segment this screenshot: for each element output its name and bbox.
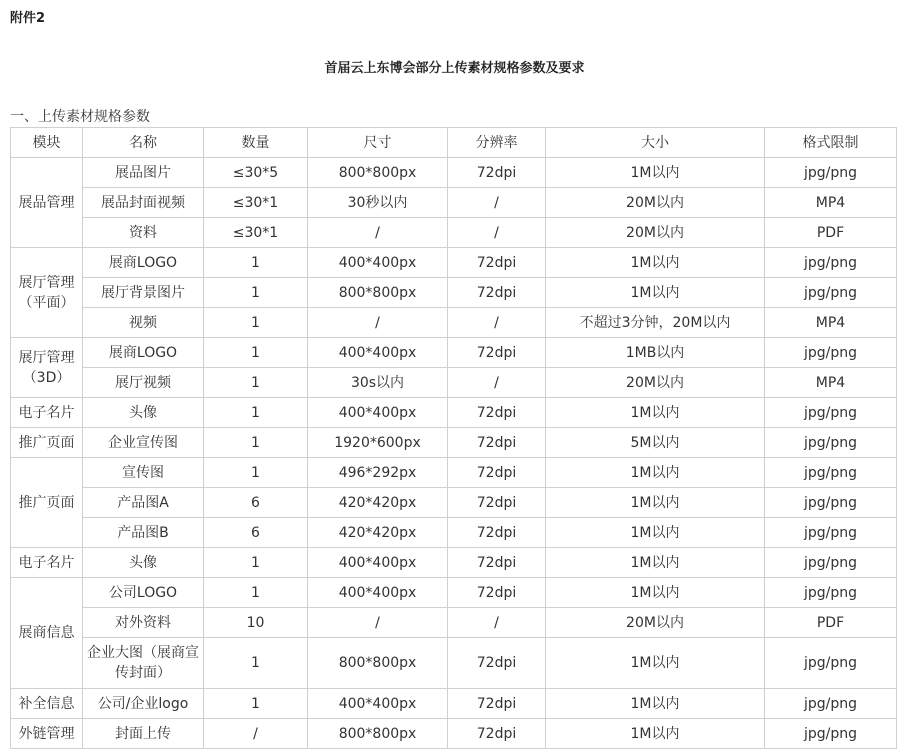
cell-size: 800*800px xyxy=(308,158,448,188)
cell-quantity: 1 xyxy=(204,689,308,719)
cell-format: jpg/png xyxy=(765,158,897,188)
cell-quantity: 6 xyxy=(204,488,308,518)
cell-format: jpg/png xyxy=(765,578,897,608)
cell-size: 800*800px xyxy=(308,719,448,749)
cell-format: jpg/png xyxy=(765,638,897,689)
cell-format: jpg/png xyxy=(765,248,897,278)
cell-resolution: 72dpi xyxy=(448,689,546,719)
cell-size: / xyxy=(308,308,448,338)
cell-size: 400*400px xyxy=(308,248,448,278)
cell-module: 推广页面 xyxy=(11,458,83,548)
cell-module: 展品管理 xyxy=(11,158,83,248)
cell-format: PDF xyxy=(765,218,897,248)
cell-name: 展商LOGO xyxy=(83,248,204,278)
table-row xyxy=(11,248,897,278)
table-row xyxy=(11,158,897,188)
cell-name: 展厅视频 xyxy=(83,368,204,398)
cell-name: 企业大图（展商宣传封面） xyxy=(83,638,204,689)
cell-size: 400*400px xyxy=(308,548,448,578)
cell-quantity: 10 xyxy=(204,608,308,638)
cell-quantity: 1 xyxy=(204,458,308,488)
cell-module: 展商信息 xyxy=(11,578,83,689)
cell-quantity: ≤30*1 xyxy=(204,188,308,218)
cell-filesize: 1M以内 xyxy=(546,719,765,749)
cell-filesize: 20M以内 xyxy=(546,608,765,638)
table-row xyxy=(11,548,897,578)
cell-format: jpg/png xyxy=(765,398,897,428)
cell-size: / xyxy=(308,608,448,638)
table-row xyxy=(11,308,897,338)
cell-module: 电子名片 xyxy=(11,398,83,428)
cell-filesize: 1M以内 xyxy=(546,398,765,428)
cell-resolution: 72dpi xyxy=(448,458,546,488)
cell-quantity: 1 xyxy=(204,338,308,368)
cell-name: 展商LOGO xyxy=(83,338,204,368)
cell-size: 400*400px xyxy=(308,398,448,428)
cell-filesize: 1MB以内 xyxy=(546,338,765,368)
table-row xyxy=(11,278,897,308)
cell-name: 企业宣传图 xyxy=(83,428,204,458)
cell-name: 宣传图 xyxy=(83,458,204,488)
cell-filesize: 1M以内 xyxy=(546,578,765,608)
cell-size: 400*400px xyxy=(308,338,448,368)
cell-module: 展厅管理（平面） xyxy=(11,248,83,338)
cell-module: 补全信息 xyxy=(11,689,83,719)
table-row xyxy=(11,689,897,719)
cell-filesize: 20M以内 xyxy=(546,368,765,398)
cell-resolution: 72dpi xyxy=(448,578,546,608)
attachment-label: 附件2 xyxy=(10,11,46,26)
header-module: 模块 xyxy=(11,128,83,158)
cell-module: 推广页面 xyxy=(11,428,83,458)
cell-quantity: ≤30*1 xyxy=(204,218,308,248)
cell-resolution: / xyxy=(448,218,546,248)
cell-format: jpg/png xyxy=(765,488,897,518)
cell-name: 封面上传 xyxy=(83,719,204,749)
cell-resolution: 72dpi xyxy=(448,518,546,548)
header-filesize: 大小 xyxy=(546,128,765,158)
cell-quantity: 1 xyxy=(204,428,308,458)
cell-module: 外链管理 xyxy=(11,719,83,749)
cell-name: 产品图A xyxy=(83,488,204,518)
cell-resolution: 72dpi xyxy=(448,338,546,368)
cell-size: 420*420px xyxy=(308,488,448,518)
cell-filesize: 1M以内 xyxy=(546,548,765,578)
cell-resolution: / xyxy=(448,368,546,398)
cell-resolution: / xyxy=(448,308,546,338)
cell-filesize: 1M以内 xyxy=(546,278,765,308)
cell-size: / xyxy=(308,218,448,248)
table-row xyxy=(11,428,897,458)
table-row xyxy=(11,578,897,608)
cell-module: 展厅管理（3D） xyxy=(11,338,83,398)
table-row xyxy=(11,368,897,398)
cell-name: 产品图B xyxy=(83,518,204,548)
cell-filesize: 1M以内 xyxy=(546,458,765,488)
cell-resolution: 72dpi xyxy=(448,719,546,749)
table-row xyxy=(11,719,897,749)
cell-name: 视频 xyxy=(83,308,204,338)
cell-quantity: 1 xyxy=(204,308,308,338)
cell-filesize: 1M以内 xyxy=(546,248,765,278)
cell-name: 头像 xyxy=(83,398,204,428)
cell-size: 30s以内 xyxy=(308,368,448,398)
cell-format: jpg/png xyxy=(765,428,897,458)
cell-filesize: 20M以内 xyxy=(546,218,765,248)
cell-size: 400*400px xyxy=(308,578,448,608)
header-quantity: 数量 xyxy=(204,128,308,158)
cell-format: MP4 xyxy=(765,308,897,338)
cell-format: MP4 xyxy=(765,368,897,398)
cell-filesize: 1M以内 xyxy=(546,158,765,188)
cell-resolution: 72dpi xyxy=(448,488,546,518)
cell-size: 420*420px xyxy=(308,518,448,548)
cell-resolution: 72dpi xyxy=(448,278,546,308)
cell-size: 1920*600px xyxy=(308,428,448,458)
cell-size: 496*292px xyxy=(308,458,448,488)
cell-quantity: ≤30*5 xyxy=(204,158,308,188)
cell-format: PDF xyxy=(765,608,897,638)
cell-format: jpg/png xyxy=(765,689,897,719)
cell-format: jpg/png xyxy=(765,548,897,578)
cell-resolution: 72dpi xyxy=(448,398,546,428)
cell-module: 电子名片 xyxy=(11,548,83,578)
cell-filesize: 1M以内 xyxy=(546,518,765,548)
cell-name: 资料 xyxy=(83,218,204,248)
cell-size: 400*400px xyxy=(308,689,448,719)
cell-format: jpg/png xyxy=(765,278,897,308)
table-row xyxy=(11,458,897,488)
cell-name: 展厅背景图片 xyxy=(83,278,204,308)
cell-resolution: / xyxy=(448,608,546,638)
cell-filesize: 1M以内 xyxy=(546,488,765,518)
cell-resolution: 72dpi xyxy=(448,548,546,578)
cell-quantity: 1 xyxy=(204,278,308,308)
cell-format: jpg/png xyxy=(765,458,897,488)
cell-name: 公司LOGO xyxy=(83,578,204,608)
cell-name: 展品封面视频 xyxy=(83,188,204,218)
document-title: 首届云上东博会部分上传素材规格参数及要求 xyxy=(324,61,585,76)
cell-name: 对外资料 xyxy=(83,608,204,638)
cell-format: MP4 xyxy=(765,188,897,218)
cell-filesize: 1M以内 xyxy=(546,689,765,719)
table-row xyxy=(11,338,897,368)
cell-resolution: 72dpi xyxy=(448,248,546,278)
cell-size: 800*800px xyxy=(308,638,448,689)
cell-filesize: 1M以内 xyxy=(546,638,765,689)
header-name: 名称 xyxy=(83,128,204,158)
table-row xyxy=(11,518,897,548)
cell-size: 800*800px xyxy=(308,278,448,308)
table-body xyxy=(11,158,897,749)
cell-name: 头像 xyxy=(83,548,204,578)
cell-filesize: 不超过3分钟，20M以内 xyxy=(546,308,765,338)
cell-name: 公司/企业logo xyxy=(83,689,204,719)
cell-quantity: 1 xyxy=(204,398,308,428)
cell-resolution: 72dpi xyxy=(448,158,546,188)
header-format: 格式限制 xyxy=(765,128,897,158)
cell-name: 展品图片 xyxy=(83,158,204,188)
cell-quantity: 1 xyxy=(204,548,308,578)
cell-quantity: 1 xyxy=(204,578,308,608)
cell-quantity: 1 xyxy=(204,368,308,398)
cell-format: jpg/png xyxy=(765,338,897,368)
table-row xyxy=(11,218,897,248)
table-row xyxy=(11,188,897,218)
cell-quantity: 6 xyxy=(204,518,308,548)
cell-quantity: / xyxy=(204,719,308,749)
cell-filesize: 5M以内 xyxy=(546,428,765,458)
header-size: 尺寸 xyxy=(308,128,448,158)
table-row xyxy=(11,638,897,689)
cell-resolution: / xyxy=(448,188,546,218)
spec-table xyxy=(10,127,897,749)
cell-resolution: 72dpi xyxy=(448,428,546,458)
table-row xyxy=(11,608,897,638)
cell-quantity: 1 xyxy=(204,638,308,689)
cell-size: 30秒以内 xyxy=(308,188,448,218)
table-row xyxy=(11,488,897,518)
cell-format: jpg/png xyxy=(765,518,897,548)
table-header-row xyxy=(11,128,897,158)
cell-quantity: 1 xyxy=(204,248,308,278)
header-resolution: 分辨率 xyxy=(448,128,546,158)
cell-filesize: 20M以内 xyxy=(546,188,765,218)
cell-format: jpg/png xyxy=(765,719,897,749)
cell-resolution: 72dpi xyxy=(448,638,546,689)
table-row xyxy=(11,398,897,428)
section-heading: 一、上传素材规格参数 xyxy=(10,109,150,125)
